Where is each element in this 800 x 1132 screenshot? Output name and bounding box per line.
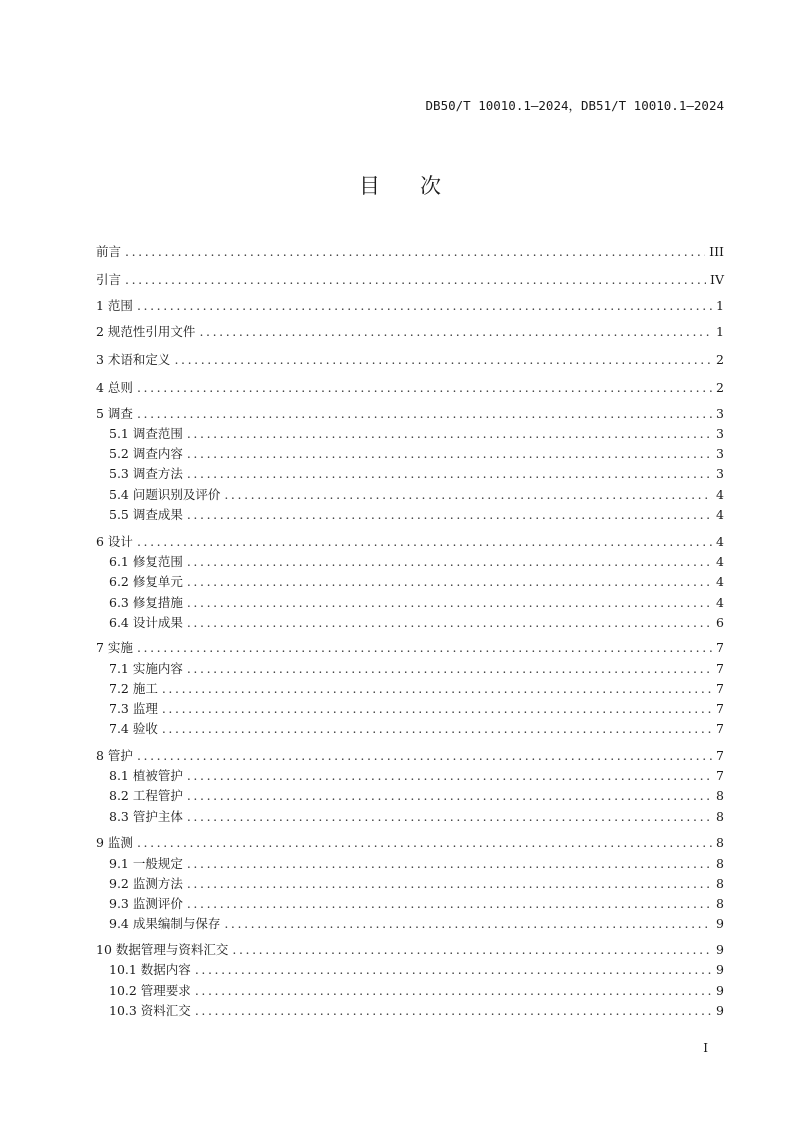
- toc-entry-page: 8: [716, 895, 724, 911]
- toc-entry-label: 9.1 一般规定: [109, 856, 183, 871]
- toc-entry-label: 10.1 数据内容: [109, 962, 191, 977]
- toc-entry-page: 8: [716, 875, 724, 891]
- toc-entry-label: 5.2 调查内容: [109, 446, 183, 461]
- toc-entry-page: 8: [716, 834, 724, 850]
- toc-entry[interactable]: [96, 638, 724, 656]
- toc-entry[interactable]: [96, 378, 724, 396]
- toc-entry[interactable]: [109, 444, 724, 462]
- toc-entry-page: 8: [716, 808, 724, 824]
- toc-entry[interactable]: [96, 532, 724, 550]
- toc-entry[interactable]: [109, 593, 724, 611]
- toc-entry[interactable]: [109, 854, 724, 872]
- toc-entry[interactable]: [109, 572, 724, 590]
- toc-entry[interactable]: [96, 833, 724, 851]
- toc-leader-dots: [187, 788, 712, 803]
- toc-entry-label: 7 实施: [96, 640, 133, 655]
- toc-leader-dots: [187, 856, 712, 871]
- toc-entry-page: 3: [716, 425, 724, 441]
- toc-leader-dots: [137, 380, 712, 395]
- toc-entry-label: 5.1 调查范围: [109, 426, 183, 441]
- toc-entry-page: 7: [716, 660, 724, 676]
- toc-entry-page: 8: [716, 855, 724, 871]
- toc-entry-label: 引言: [96, 272, 122, 287]
- toc-leader-dots: [187, 595, 712, 610]
- toc-entry-label: 3 术语和定义: [96, 352, 171, 367]
- toc-entry[interactable]: [109, 679, 724, 697]
- toc-leader-dots: [187, 768, 712, 783]
- toc-entry-label: 5 调查: [96, 406, 133, 421]
- toc-entry-page: 4: [716, 594, 724, 610]
- toc-leader-dots: [187, 426, 712, 441]
- title-char-2: 次: [420, 174, 441, 198]
- toc-leader-dots: [125, 244, 705, 259]
- toc-entry-label: 7.1 实施内容: [109, 661, 183, 676]
- toc-leader-dots: [224, 916, 712, 931]
- toc-leader-dots: [137, 748, 712, 763]
- toc-entry-label: 7.4 验收: [109, 721, 158, 736]
- toc-leader-dots: [195, 983, 712, 998]
- toc-entry[interactable]: [109, 1001, 724, 1019]
- toc-entry-label: 10.2 管理要求: [109, 983, 191, 998]
- toc-entry-page: 1: [716, 323, 724, 339]
- toc-entry[interactable]: [109, 485, 724, 503]
- toc-leader-dots: [187, 446, 712, 461]
- toc-entry-label: 6.4 设计成果: [109, 615, 183, 630]
- toc-leader-dots: [137, 406, 712, 421]
- toc-entry-page: 9: [716, 982, 724, 998]
- toc-entry-label: 5.5 调查成果: [109, 507, 183, 522]
- toc-leader-dots: [199, 324, 712, 339]
- toc-leader-dots: [187, 554, 712, 569]
- toc-entry[interactable]: [109, 786, 724, 804]
- toc-entry[interactable]: [109, 464, 724, 482]
- toc-entry-label: 9.4 成果编制与保存: [109, 916, 221, 931]
- toc-entry-label: 8 管护: [96, 748, 133, 763]
- toc-entry-label: 9.2 监测方法: [109, 876, 183, 891]
- toc-entry[interactable]: [109, 699, 724, 717]
- toc-entry-label: 2 规范性引用文件: [96, 324, 196, 339]
- toc-entry-page: 4: [716, 573, 724, 589]
- toc-entry[interactable]: [109, 766, 724, 784]
- toc-entry-page: 4: [716, 553, 724, 569]
- toc-entry-label: 6 设计: [96, 534, 133, 549]
- toc-entry[interactable]: [109, 424, 724, 442]
- toc-entry-label: 6.3 修复措施: [109, 595, 183, 610]
- toc-entry-page: 3: [716, 465, 724, 481]
- toc-entry[interactable]: [109, 960, 724, 978]
- toc-leader-dots: [187, 574, 712, 589]
- toc-entry-page: IV: [710, 271, 724, 287]
- toc-leader-dots: [195, 962, 712, 977]
- toc-entry-page: 9: [716, 941, 724, 957]
- toc-entry-label: 8.3 管护主体: [109, 809, 183, 824]
- standard-code-header: DB50/T 10010.1—2024，DB51/T 10010.1—2024: [425, 98, 724, 113]
- toc-entry-label: 6.1 修复范围: [109, 554, 183, 569]
- toc-entry-page: 7: [716, 720, 724, 736]
- toc-entry[interactable]: [96, 404, 724, 422]
- toc-entry[interactable]: [109, 807, 724, 825]
- toc-leader-dots: [195, 1003, 712, 1018]
- toc-entry[interactable]: [96, 940, 724, 958]
- toc-entry-label: 9.3 监测评价: [109, 896, 183, 911]
- toc-leader-dots: [125, 272, 706, 287]
- toc-entry-page: III: [709, 243, 724, 259]
- toc-entry[interactable]: [109, 894, 724, 912]
- toc-entry-page: 9: [716, 915, 724, 931]
- toc-entry-page: 3: [716, 405, 724, 421]
- toc-entry-page: 8: [716, 787, 724, 803]
- toc-entry-label: 4 总则: [96, 380, 133, 395]
- toc-entry-label: 10.3 资料汇交: [109, 1003, 191, 1018]
- toc-leader-dots: [187, 615, 712, 630]
- toc-entry-label: 5.3 调查方法: [109, 466, 183, 481]
- toc-leader-dots: [162, 681, 712, 696]
- toc-leader-dots: [162, 701, 712, 716]
- toc-leader-dots: [187, 809, 712, 824]
- toc-entry[interactable]: [109, 719, 724, 737]
- toc-entry-page: 2: [716, 379, 724, 395]
- toc-entry[interactable]: [96, 242, 724, 260]
- toc-entry-page: 7: [716, 700, 724, 716]
- toc-entry-label: 8.1 植被管护: [109, 768, 183, 783]
- toc-entry-label: 前言: [96, 244, 122, 259]
- toc-leader-dots: [137, 298, 712, 313]
- toc-entry-page: 4: [716, 533, 724, 549]
- toc-entry-label: 1 范围: [96, 298, 133, 313]
- toc-entry[interactable]: [109, 659, 724, 677]
- toc-entry-page: 1: [716, 297, 724, 313]
- toc-entry-label: 10 数据管理与资料汇交: [96, 942, 229, 957]
- toc-entry[interactable]: [96, 296, 724, 314]
- toc-entry[interactable]: [109, 505, 724, 523]
- toc-entry-page: 7: [716, 680, 724, 696]
- toc-leader-dots: [162, 721, 712, 736]
- title-char-1: 目: [359, 174, 380, 198]
- toc-entry-label: 7.2 施工: [109, 681, 158, 696]
- toc-entry[interactable]: [109, 613, 724, 631]
- toc-entry-page: 7: [716, 639, 724, 655]
- toc-leader-dots: [232, 942, 712, 957]
- toc-leader-dots: [187, 876, 712, 891]
- toc-leader-dots: [187, 466, 712, 481]
- toc-entry-page: 7: [716, 767, 724, 783]
- page-title: [0, 170, 800, 200]
- toc-entry[interactable]: [109, 874, 724, 892]
- toc-leader-dots: [187, 661, 712, 676]
- toc-leader-dots: [224, 487, 712, 502]
- page-number: I: [703, 1041, 708, 1055]
- toc-entry[interactable]: [96, 322, 724, 340]
- toc-entry-label: 7.3 监理: [109, 701, 158, 716]
- toc-entry[interactable]: [96, 270, 724, 288]
- toc-entry[interactable]: [96, 746, 724, 764]
- toc-entry-page: 6: [716, 614, 724, 630]
- toc-entry-page: 9: [716, 961, 724, 977]
- toc-entry-page: 3: [716, 445, 724, 461]
- toc-entry[interactable]: [109, 552, 724, 570]
- toc-entry-page: 4: [716, 506, 724, 522]
- toc-leader-dots: [174, 352, 712, 367]
- toc-entry-label: 9 监测: [96, 835, 133, 850]
- toc-entry[interactable]: [96, 350, 724, 368]
- toc-entry[interactable]: [109, 981, 724, 999]
- toc-leader-dots: [137, 640, 712, 655]
- toc-leader-dots: [187, 896, 712, 911]
- toc-entry-label: 8.2 工程管护: [109, 788, 183, 803]
- toc-entry-label: 5.4 问题识别及评价: [109, 487, 221, 502]
- toc-entry-page: 9: [716, 1002, 724, 1018]
- toc-entry-page: 7: [716, 747, 724, 763]
- toc-entry[interactable]: [109, 914, 724, 932]
- toc-entry-page: 4: [716, 486, 724, 502]
- toc-entry-label: 6.2 修复单元: [109, 574, 183, 589]
- toc-entry-page: 2: [716, 351, 724, 367]
- toc-leader-dots: [137, 835, 712, 850]
- toc-leader-dots: [187, 507, 712, 522]
- toc-leader-dots: [137, 534, 712, 549]
